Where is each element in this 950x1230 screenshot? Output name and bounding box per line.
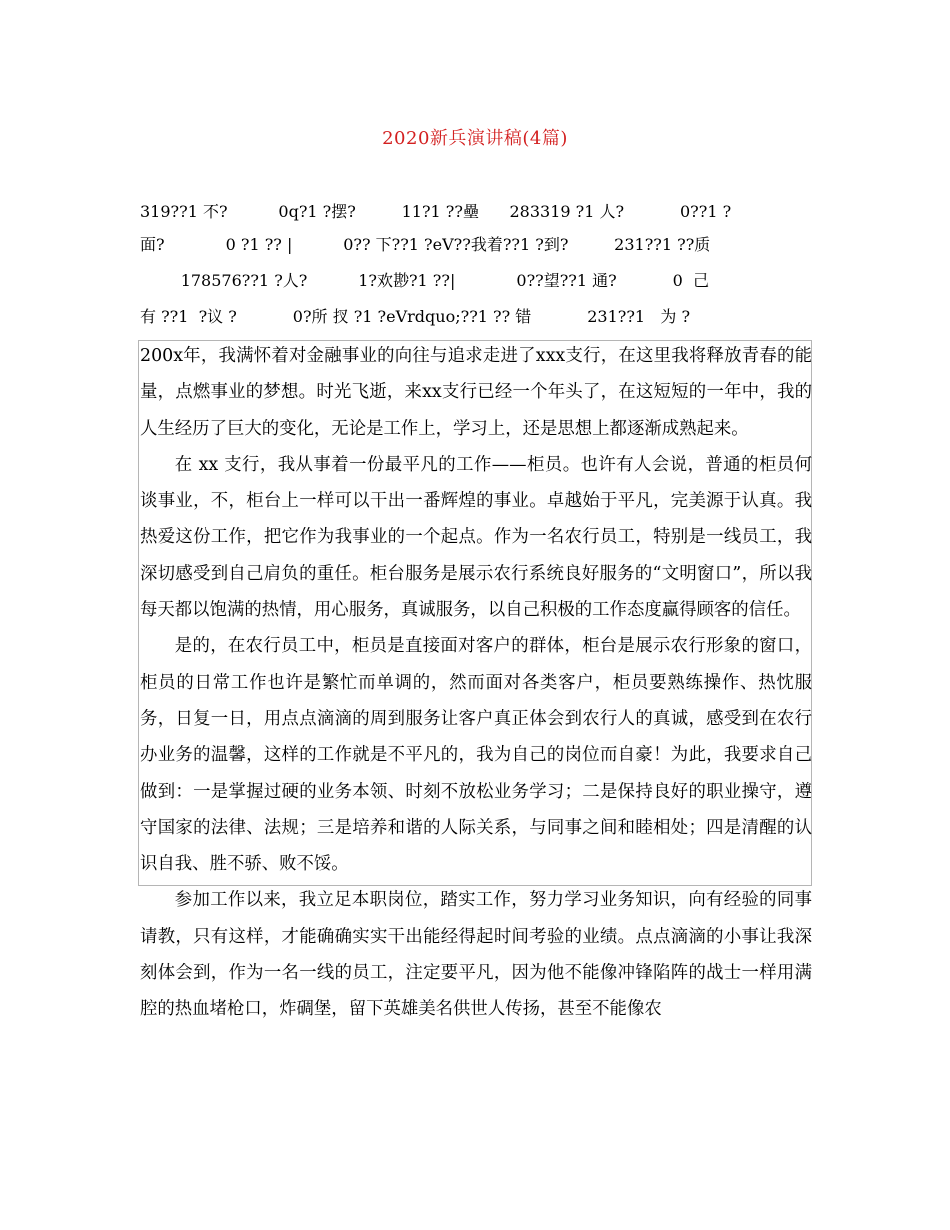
paragraph: 在 xx 支行，我从事着一份最平凡的工作——柜员。也许有人会说，普通的柜员何谈事业，不，柜台上一样可以干出一番辉煌的事业。卓越始于平凡，完美源于认真。我热爱这份工作，把它作为我事业的一个起点。作为一名农行员工，特别是一线员工，我深切感受到自己肩负的重任。柜台服务是展示农行系统良好服务的“文明窗口”，所以我每天都以饱满的热情，用心服务，真诚服务，以自己积极的工作态度赢得顾客的信任。 bbox=[140, 454, 812, 621]
garbled-line: 319??1 不? 0q?1 ?摆? 11?1 ??壘 283319 ?1 人? 0??1 ? bbox=[140, 202, 732, 221]
document-title: 2020新兵演讲稿(4篇) bbox=[382, 128, 568, 149]
paragraph: 参加工作以来，我立足本职岗位，踏实工作，努力学习业务知识，向有经验的同事请教，只有这样，才能确确实实干出能经得起时间考验的业绩。点点滴滴的小事让我深刻体会到，作为一名一线的员工，注定要平凡，因为他不能像冲锋陷阵的战士一样用满腔的热血堵枪口，炸碉堡，留下英雄美名供世人传扬，甚至不能像农 bbox=[140, 890, 812, 1020]
garbled-line: 面? 0 ?1 ?? | 0?? 下??1 ?eV??我着??1 ?到? 231??1 ??质 bbox=[140, 235, 711, 254]
paragraph: 是的，在农行员工中，柜员是直接面对客户的群体，柜台是展示农行形象的窗口，柜员的日常工作也许是繁忙而单调的，然而面对各类客户，柜员要熟练操作、热忱服务，日复一日，用点点滴滴的周到服务让客户真正体会到农行人的真诚，感受到在农行办业务的温馨，这样的工作就是不平凡的，我为自己的岗位而自豪！为此，我要求自己做到：一是掌握过硬的业务本领、时刻不放松业务学习；二是保持良好的职业操守，遵守国家的法律、法规；三是培养和谐的人际关系，与同事之间和睦相处；四是清醒的认识自我、胜不骄、败不馁。 bbox=[140, 636, 812, 875]
garbled-line: 178576??1 ?人? 1?欢尠?1 ??| 0??望??1 通? 0 己 bbox=[140, 271, 710, 290]
paragraph: 200x年，我满怀着对金融事业的向往与追求走进了xxx支行，在这里我将释放青春的能量，点燃事业的梦想。时光飞逝，来xx支行已经一个年头了，在这短短的一年中，我的人生经历了巨大的变化，无论是工作上，学习上，还是思想上都逐渐成熟起来。 bbox=[140, 346, 812, 439]
body-text bbox=[140, 338, 812, 1028]
garbled-line: 有 ??1 ?议 ? 0?所 扠 ?1 ?eVrdquo;??1 ?? 错 231??1 为 ? bbox=[140, 307, 691, 326]
